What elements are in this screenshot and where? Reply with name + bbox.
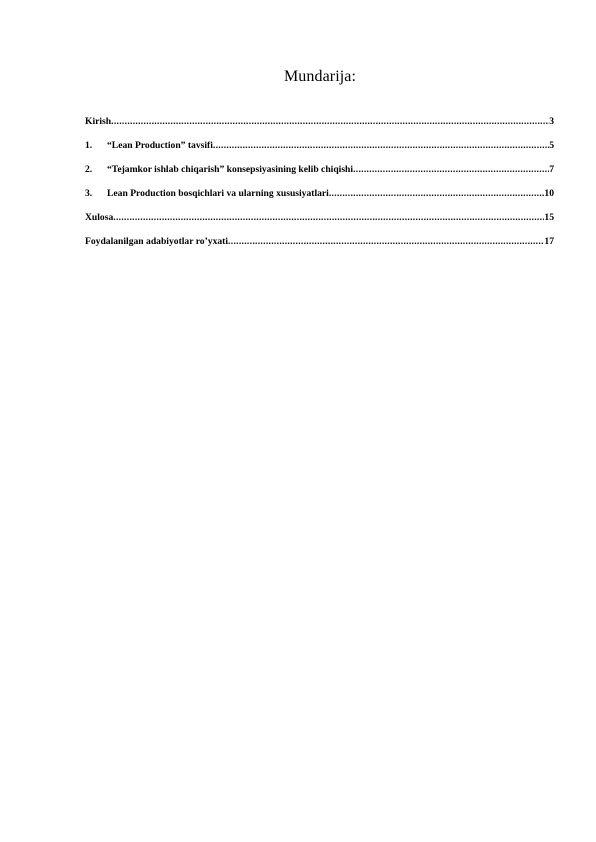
toc-page-number: 10 bbox=[544, 188, 554, 199]
toc-page-number: 17 bbox=[544, 236, 554, 247]
toc-entry-text[interactable]: “Tejamkor ishlab chiqarish” konsepsiyasining kelib chiqishi bbox=[107, 164, 354, 175]
toc-entry-text[interactable]: “Lean Production” tavsifi bbox=[107, 140, 213, 151]
toc-dot-leader bbox=[353, 164, 549, 175]
toc-entry-adabiyotlar[interactable] bbox=[85, 236, 554, 260]
toc-entry-kirish[interactable] bbox=[85, 116, 554, 140]
toc-entry-number: 1. bbox=[85, 140, 93, 151]
toc-entry-xulosa[interactable] bbox=[85, 212, 554, 236]
toc-entry-text[interactable]: Foydalanilgan adabiyotlar ro’yxati bbox=[85, 236, 229, 247]
toc-page-number: 3 bbox=[549, 116, 554, 127]
toc-entry-text[interactable]: Xulosa bbox=[85, 212, 114, 223]
toc-dot-leader bbox=[111, 116, 549, 127]
toc-dot-leader bbox=[113, 212, 544, 223]
toc-title: Mundarija: bbox=[283, 68, 357, 85]
toc-dot-leader bbox=[228, 236, 544, 247]
toc-entry-text[interactable]: Lean Production bosqichlari va ularning xususiyatlari bbox=[107, 188, 329, 199]
toc-page-number: 7 bbox=[549, 164, 554, 175]
toc-page-number: 15 bbox=[544, 212, 554, 223]
toc-dot-leader bbox=[213, 140, 549, 151]
toc-dot-leader bbox=[329, 188, 545, 199]
table-of-contents bbox=[85, 116, 554, 260]
toc-entry-lean-production-bosqichlari[interactable] bbox=[85, 188, 554, 212]
toc-entry-number: 2. bbox=[85, 164, 93, 175]
toc-entry-text[interactable]: Kirish bbox=[85, 116, 112, 127]
toc-page-number: 5 bbox=[549, 140, 554, 151]
toc-entry-tejamkor-konsepsiya[interactable] bbox=[85, 164, 554, 188]
toc-entry-lean-production-tavsifi[interactable] bbox=[85, 140, 554, 164]
toc-entry-number: 3. bbox=[85, 188, 93, 199]
